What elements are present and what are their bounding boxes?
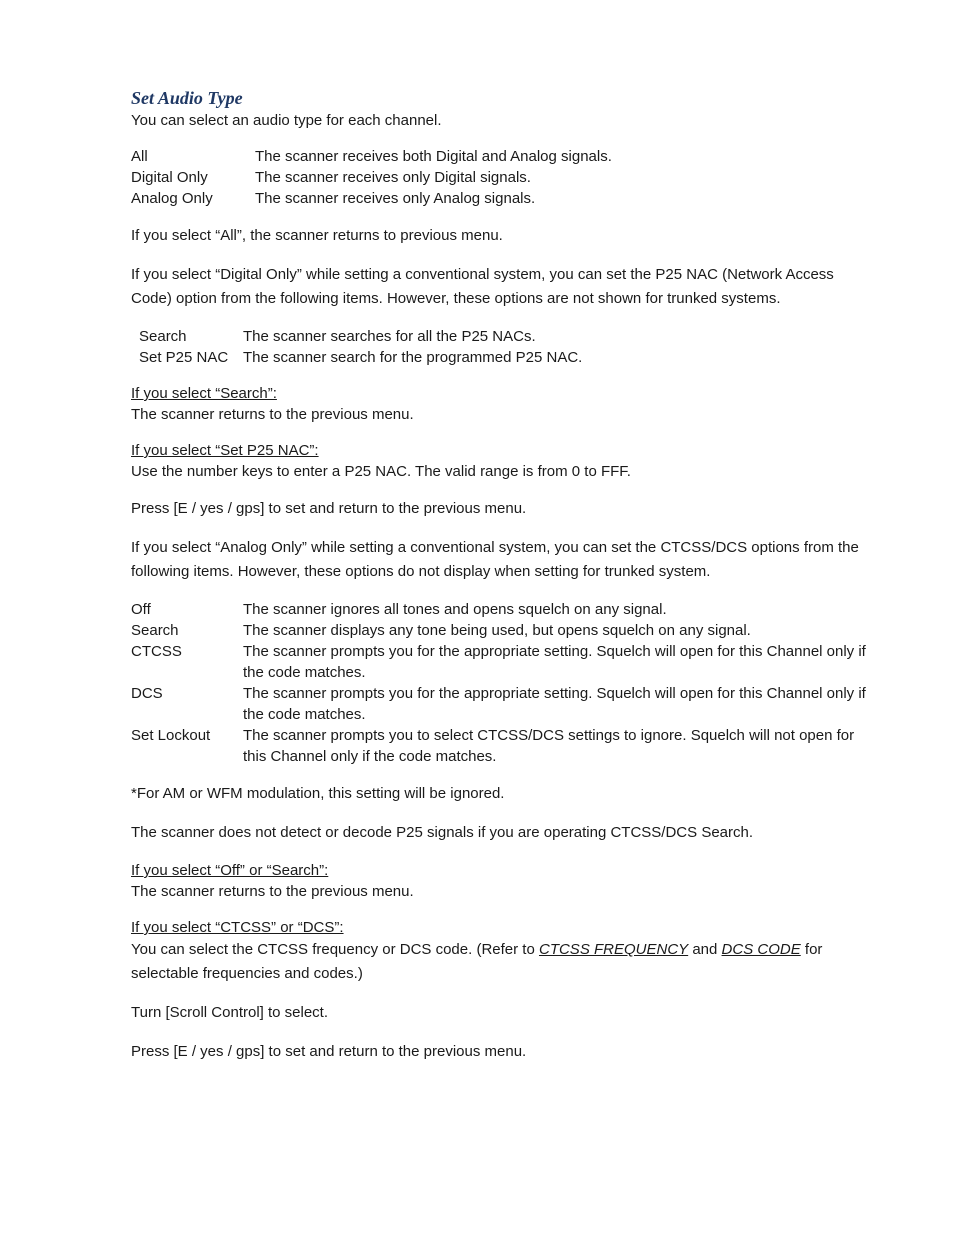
audio-type-term: All [131, 148, 148, 165]
tone-option-list [131, 599, 876, 767]
ctcss-dcs-subheading: If you select “CTCSS” or “DCS”: [131, 919, 344, 936]
tone-option-row [131, 683, 876, 725]
off-search-text: The scanner returns to the previous menu. [131, 883, 414, 900]
nac-option-list [131, 326, 876, 368]
nac-option-desc: The scanner searches for all the P25 NACs. [243, 328, 536, 345]
set-nac-text: Use the number keys to enter a P25 NAC. The valid range is from 0 to FFF. [131, 463, 631, 480]
search-text: The scanner returns to the previous menu. [131, 406, 414, 423]
audio-type-desc: The scanner receives only Analog signals. [255, 190, 536, 207]
audio-type-row [131, 146, 876, 167]
ctcss-dcs-text-mid: and [688, 941, 722, 958]
tone-option-desc: The scanner prompts you for the appropriate setting. Squelch will open for this Channel only if the code matches. [243, 643, 866, 681]
search-subheading: If you select “Search”: [131, 385, 277, 402]
ctcss-dcs-text-start: You can select the CTCSS frequency or DCS code. (Refer to [131, 941, 539, 958]
document-page [131, 86, 876, 1064]
tone-option-term: DCS [131, 685, 163, 702]
audio-type-row [131, 167, 876, 188]
turn-instruction: Turn [Scroll Control] to select. [131, 1004, 329, 1021]
audio-type-row [131, 188, 876, 209]
ctcss-frequency-link[interactable]: CTCSS FREQUENCY [538, 941, 689, 958]
press-instruction: Press [E / yes / gps] to set and return to the previous menu. [131, 500, 527, 517]
audio-type-desc: The scanner receives only Digital signals. [255, 169, 531, 186]
tone-option-term: Set Lockout [131, 727, 211, 744]
tone-option-term: Search [131, 622, 179, 639]
tone-option-desc: The scanner displays any tone being used, but opens squelch on any signal. [243, 622, 751, 639]
tone-option-term: CTCSS [131, 643, 182, 660]
tone-option-desc: The scanner ignores all tones and opens squelch on any signal. [243, 601, 667, 618]
all-note: If you select “All”, the scanner returns to previous menu. [131, 227, 503, 244]
audio-type-term: Digital Only [131, 169, 208, 186]
audio-type-desc: The scanner receives both Digital and Analog signals. [255, 148, 612, 165]
ctcss-dcs-text-end: for selectable frequencies and codes.) [131, 941, 823, 982]
tone-option-row [131, 725, 876, 767]
off-search-subheading: If you select “Off” or “Search”: [131, 862, 329, 879]
tone-option-row [131, 641, 876, 683]
nac-option-row [131, 347, 876, 368]
nac-option-term: Search [139, 328, 187, 345]
digital-only-note: If you select “Digital Only” while setting a conventional system, you can set the P25 NAC (Network Access Code) option from the following items. However, these options are not shown for trunked systems. [131, 266, 834, 307]
ctcss-dcs-text [131, 938, 876, 986]
tone-option-desc: The scanner prompts you for the appropriate setting. Squelch will open for this Channel only if the code matches. [243, 685, 866, 723]
nac-option-row [131, 326, 876, 347]
tone-option-row [131, 620, 876, 641]
section-heading: Set Audio Type [131, 88, 243, 108]
audio-type-term: Analog Only [131, 190, 213, 207]
set-nac-subheading: If you select “Set P25 NAC”: [131, 442, 319, 459]
am-wfm-note: *For AM or WFM modulation, this setting will be ignored. [131, 785, 505, 802]
dcs-code-link[interactable]: DCS CODE [721, 941, 801, 958]
p25-note: The scanner does not detect or decode P25 signals if you are operating CTCSS/DCS Search. [131, 824, 754, 841]
nac-option-desc: The scanner search for the programmed P25 NAC. [243, 349, 583, 366]
tone-option-row [131, 599, 876, 620]
tone-option-term: Off [131, 601, 151, 618]
press-instruction-final: Press [E / yes / gps] to set and return to the previous menu. [131, 1043, 527, 1060]
intro-text: You can select an audio type for each channel. [131, 112, 442, 129]
tone-option-desc: The scanner prompts you to select CTCSS/DCS settings to ignore. Squelch will not open for this Channel only if the code matches. [243, 727, 855, 765]
nac-option-term: Set P25 NAC [139, 349, 229, 366]
analog-only-note: If you select “Analog Only” while setting a conventional system, you can set the CTCSS/DCS options from the following items. However, these options do not display when setting for trunked system. [131, 539, 859, 580]
audio-type-list [131, 146, 876, 209]
